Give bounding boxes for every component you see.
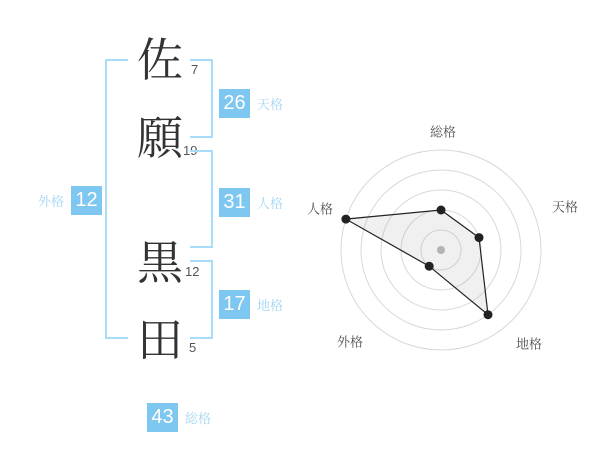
soukaku-label: 総格	[185, 411, 212, 426]
tenkaku-bracket	[190, 59, 213, 138]
jinkaku-label: 人格	[257, 196, 284, 211]
gaikaku-label: 外格	[38, 194, 65, 209]
soukaku-value-badge: 43	[147, 403, 178, 432]
jinkaku-value-badge: 31	[219, 188, 250, 217]
surname-char-1-strokes: 7	[191, 62, 199, 77]
radar-data-point	[475, 233, 484, 242]
radar-data-polygon	[346, 210, 488, 315]
surname-char-1: 佐	[137, 33, 183, 87]
jinkaku-bracket	[190, 150, 213, 248]
radar-data-point	[484, 310, 493, 319]
radar-axis-label: 外格	[336, 334, 364, 350]
gaikaku-value-badge: 12	[71, 186, 102, 215]
fortune-radar-chart	[285, 100, 597, 370]
surname-char-2: 願	[137, 111, 183, 165]
radar-axis-label: 総格	[429, 124, 457, 140]
radar-data-point	[425, 262, 434, 271]
gaikaku-row	[38, 186, 102, 215]
given-char-2-strokes: 5	[189, 340, 197, 355]
given-char-1: 黒	[137, 236, 183, 290]
chikaku-row	[219, 290, 283, 319]
given-char-1-strokes: 12	[185, 264, 200, 279]
radar-axis-label: 天格	[551, 199, 579, 215]
radar-axis-label: 人格	[306, 201, 334, 217]
chikaku-label: 地格	[257, 298, 284, 313]
tenkaku-label: 天格	[257, 97, 284, 112]
tenkaku-row	[219, 89, 283, 118]
given-char-2: 田	[137, 313, 183, 367]
radar-data-point	[341, 215, 350, 224]
chikaku-value-badge: 17	[219, 290, 250, 319]
chikaku-bracket	[190, 260, 213, 339]
soukaku-row	[147, 403, 211, 432]
surname-char-2-strokes: 19	[183, 143, 198, 158]
gaikaku-bracket	[105, 59, 128, 339]
tenkaku-value-badge: 26	[219, 89, 250, 118]
jinkaku-row	[219, 188, 283, 217]
radar-axis-label: 地格	[515, 336, 543, 352]
radar-data-point	[437, 206, 446, 215]
